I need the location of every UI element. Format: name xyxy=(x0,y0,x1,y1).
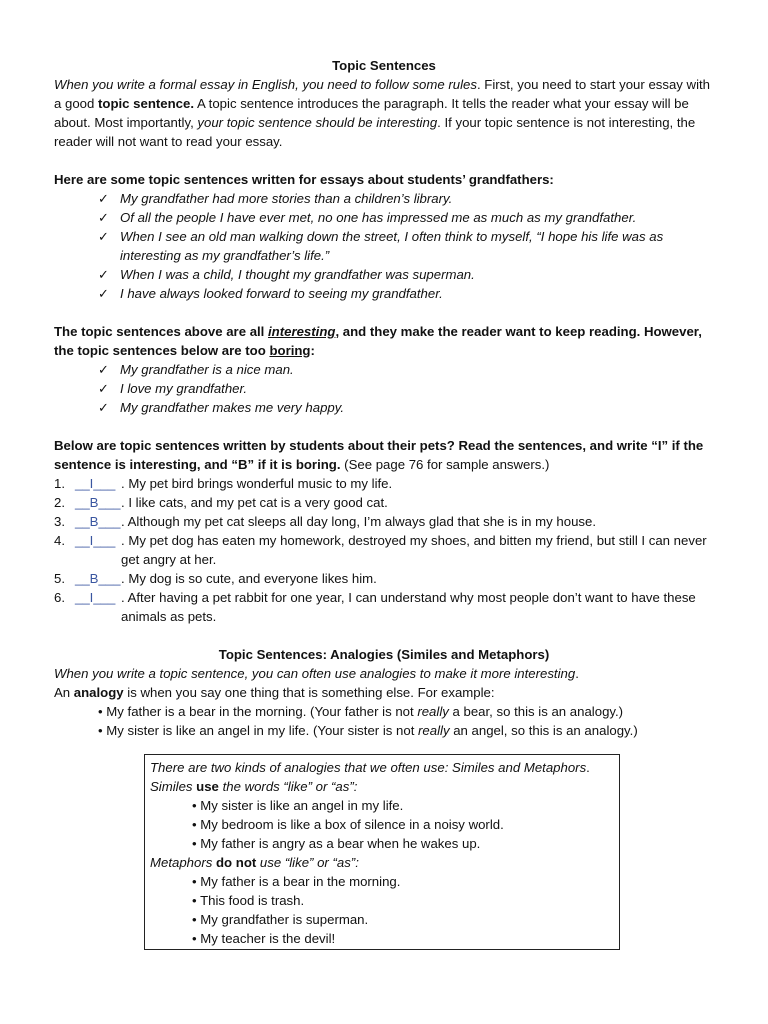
answer-blank: __B___ xyxy=(75,571,121,586)
bullet-icon: • xyxy=(98,723,103,738)
interesting-paragraph: The topic sentences above are all interesting, and they make the reader want to keep reading. However, the topic sentences below are too boring: xyxy=(54,324,702,358)
analogy-example-1: • My father is a bear in the morning. (Your father is not really a bear, so this is an analogy.) xyxy=(98,704,624,719)
analogies-intro: When you write a topic sentence, you can often use analogies to make it more interesting. xyxy=(54,666,579,681)
check-icon: ✓ xyxy=(98,381,110,396)
analogy-example-2: • My sister is like an angel in my life. (Your sister is not really an angel, so this is an analogy.) xyxy=(98,723,638,738)
bullet-icon: • xyxy=(192,817,197,832)
document-page xyxy=(54,56,714,740)
bullet-icon: • xyxy=(192,874,197,889)
list-item: 5. __B___ . My dog is so cute, and everyone likes him. xyxy=(54,571,377,586)
list-item: 6. __I___ . After having a pet rabbit for one year, I can understand why most people don’t want to have these animals as pets. xyxy=(54,590,696,624)
list-item: ✓ My grandfather had more stories than a children’s library. xyxy=(98,191,453,206)
list-item: ✓ My grandfather makes me very happy. xyxy=(98,400,345,415)
list-item: ✓ I have always looked forward to seeing my grandfather. xyxy=(98,286,443,301)
pets-heading: Below are topic sentences written by students about their pets? Read the sentences, and write “I” if the sentence is interesting, and “B” if it is boring. (See page 76 for sample answers.) xyxy=(54,438,704,472)
answer-blank: __I___ xyxy=(75,476,116,491)
similes-heading: Similes use the words “like” or “as”: xyxy=(150,779,358,794)
list-item: • My teacher is the devil! xyxy=(192,931,336,946)
box-intro: There are two kinds of analogies that we often use: Similes and Metaphors. xyxy=(150,760,590,775)
answer-blank: __I___ xyxy=(75,533,116,548)
list-item: • My sister is like an angel in my life. xyxy=(192,798,404,813)
analogy-definition: An analogy is when you say one thing that is something else. For example: xyxy=(54,685,495,700)
list-item: ✓ My grandfather is a nice man. xyxy=(98,362,294,377)
list-item: • This food is trash. xyxy=(192,893,305,908)
answer-blank: __I___ xyxy=(75,590,116,605)
pets-list xyxy=(54,474,714,626)
bullet-icon: • xyxy=(192,912,197,927)
bullet-icon: • xyxy=(192,931,197,946)
grandfathers-list xyxy=(54,189,714,303)
list-item: • My bedroom is like a box of silence in a noisy world. xyxy=(192,817,504,832)
check-icon: ✓ xyxy=(98,267,110,282)
list-item: 1. __I___ . My pet bird brings wonderful music to my life. xyxy=(54,476,393,491)
check-icon: ✓ xyxy=(98,400,110,415)
list-item: 3. __B___ . Although my pet cat sleeps all day long, I’m always glad that she is in my house. xyxy=(54,514,597,529)
similes-metaphors-box xyxy=(144,754,620,950)
list-item: • My father is a bear in the morning. xyxy=(192,874,401,889)
check-icon: ✓ xyxy=(98,210,110,225)
check-icon: ✓ xyxy=(98,229,110,244)
bullet-icon: • xyxy=(98,704,103,719)
check-icon: ✓ xyxy=(98,286,110,301)
bullet-icon: • xyxy=(192,798,197,813)
list-item: 4. __I___ . My pet dog has eaten my homework, destroyed my shoes, and bitten my friend, but still I can never get angry at her. xyxy=(54,533,707,567)
metaphors-heading: Metaphors do not use “like” or “as”: xyxy=(150,855,359,870)
grandfathers-heading: Here are some topic sentences written for essays about students’ grandfathers: xyxy=(54,172,554,187)
page-title: Topic Sentences xyxy=(332,58,436,73)
analogies-title: Topic Sentences: Analogies (Similes and Metaphors) xyxy=(218,647,550,662)
list-item: • My grandfather is superman. xyxy=(192,912,369,927)
list-item: ✓ When I see an old man walking down the street, I often think to myself, “I hope his life was as interesting as my grandfather’s life.” xyxy=(98,229,664,263)
check-icon: ✓ xyxy=(98,362,110,377)
bullet-icon: • xyxy=(192,893,197,908)
list-item: 2. __B___ . I like cats, and my pet cat is a very good cat. xyxy=(54,495,388,510)
check-icon: ✓ xyxy=(98,191,110,206)
answer-blank: __B___ xyxy=(75,495,121,510)
list-item: • My father is angry as a bear when he wakes up. xyxy=(192,836,481,851)
answer-blank: __B___ xyxy=(75,514,121,529)
list-item: ✓ I love my grandfather. xyxy=(98,381,248,396)
list-item: ✓ When I was a child, I thought my grandfather was superman. xyxy=(98,267,475,282)
intro-paragraph: When you write a formal essay in English, you need to follow some rules. First, you need to start your essay with a good topic sentence. A topic sentence introduces the paragraph. It tells the reader what your essay will be about. Most importantly, your topic sentence should be interesting. If your topic sentence is not interesting, the reader will not want to read your essay. xyxy=(54,77,711,149)
list-item: ✓ Of all the people I have ever met, no one has impressed me as much as my grandfather. xyxy=(98,210,637,225)
bullet-icon: • xyxy=(192,836,197,851)
boring-list xyxy=(54,360,714,417)
